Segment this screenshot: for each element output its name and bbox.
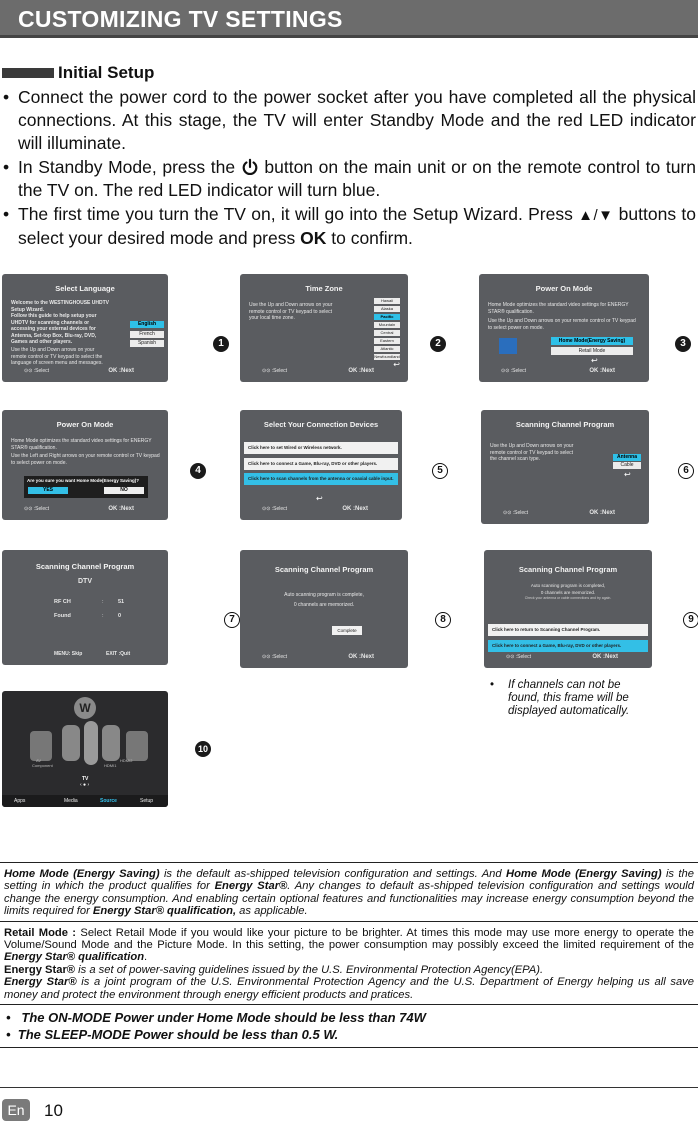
up-down-arrows-icon: ▲/▼ <box>578 207 614 224</box>
component-icon[interactable] <box>62 725 80 761</box>
retail-mode-paragraph: Retail Mode : Select Retail Mode if you would like your picture to be brighter. At times this mode may use more energy to operate the Volume/Sound Mode and the Picture Mode. In this setting, the power consumption may possibly exceed the limited requirement of the Energy Star® qualification. Energy Star® is a set of power-saving guidelines issued by the U.S. Environmental Protection Agency(EPA). Energy Star® is a joint program of the U.S. Environmental Protection Agency and the U.S. Department of Energy helping us all save money and protect the environment through energy efficient products and pratices. <box>0 921 698 1004</box>
select-hint: ⊙⊙ :Select <box>24 367 50 374</box>
option-spanish[interactable]: Spanish <box>130 340 164 347</box>
screen-connection-devices: Select Your Connection Devices Click here to set Wired or Wireless network. Click here to connect a Game, Blu-ray, DVD or other players. Click here to scan channels from the antenna or coaxial cable input. ↩ ⊙⊙ :Select OK :Next <box>240 410 402 520</box>
header-bar <box>0 0 698 38</box>
screen-channel-scan-type: Scanning Channel Program Use the Up and Down arrows on your remote control or TV keypad to select the channel scan type. Antenna Cable ↩ ⊙⊙ :Select OK :Next <box>481 410 649 524</box>
menu-setup[interactable]: Setup <box>140 797 154 804</box>
complete-button[interactable]: Complete <box>332 626 362 635</box>
no-button[interactable]: NO <box>104 487 144 494</box>
menu-media[interactable]: Media <box>64 797 78 804</box>
screen-power-on-confirm: Power On Mode Home Mode optimizes the standard video settings for ENERGY STAR® qualification. Use the Left and Right arrows on your remote control or TV keypad to select power on mode. Are you sure you want Home Mode(Energy Saving)? YES NO ⊙⊙ :Select OK :Next <box>2 410 168 520</box>
step-badge: 7 <box>224 612 240 628</box>
step-badge: 3 <box>675 336 691 352</box>
hdmi2-icon[interactable] <box>126 731 148 761</box>
menu-apps[interactable]: Apps <box>14 797 26 804</box>
step-badge: 10 <box>195 741 211 757</box>
hdmi1-icon[interactable] <box>102 725 120 761</box>
language-badge: En <box>2 1099 30 1121</box>
power-limits-list <box>0 1004 698 1048</box>
list-item: • The first time you turn the TV on, it will go into the Setup Wizard. Press ▲/▼ buttons to select your desired mode and press OK to confirm. <box>3 204 696 248</box>
instruction-list <box>0 86 698 251</box>
step-badge: 6 <box>678 463 694 479</box>
step-badge: 2 <box>430 336 446 352</box>
return-icon: ↩ <box>316 494 323 503</box>
step-badge: 9 <box>683 612 698 628</box>
step-badge: 8 <box>435 612 451 628</box>
screen-scan-complete: Scanning Channel Program Auto scanning program is complete, 0 channels are memorized. Complete ⊙⊙ :Select OK :Next <box>240 550 408 668</box>
option-english[interactable]: English <box>130 321 164 328</box>
return-icon: ↩ <box>624 470 631 479</box>
screen-power-on-mode: Power On Mode Home Mode optimizes the standard video settings for ENERGY STAR® qualification. Use the Up and Down arrows on your remote control or TV keypad to select power on mode. Home Mode(Energy Saving) Retail Mode ↩ ⊙⊙ :Select OK :Next <box>479 274 649 382</box>
av-icon[interactable] <box>30 731 52 761</box>
side-note: • If channels can not be found, this frame will be displayed automatically. <box>490 679 630 717</box>
list-item: • The ON-MODE Power under Home Mode should be less than 74W <box>6 1010 426 1026</box>
page-number: 10 <box>44 1101 63 1120</box>
screen-time-zone: Time Zone Use the Up and Down arrows on your remote control or TV keypad to select your local time zone. Hawaii Alaska Pacific Mountain Central Eastern Atlantic Newfoundland ↩ ⊙⊙ :Select OK :Next <box>240 274 408 382</box>
section-title: Initial Setup <box>58 63 155 82</box>
power-icon <box>241 158 259 176</box>
page-title: CUSTOMIZING TV SETTINGS <box>18 6 343 32</box>
screen-home-menu: W AV Component HDMI1 HDMI2 TV ‹ ● › Apps Media Source Setup <box>2 691 168 807</box>
confirm-dialog: Are you sure you want Home Mode(Energy Saving)? YES NO <box>24 476 148 498</box>
nav-arrows-icon: ‹ ● › <box>80 782 90 788</box>
screen-no-channels: Scanning Channel Program Auto scanning program is completed, 0 channels are memorized. Check your antenna or cable connections and try again. Click here to return to Scanning Channel Program. Click here to connect a Game, Blu-ray, DVD or other players. ⊙⊙ :Select OK :Next <box>484 550 652 668</box>
section-marker <box>2 68 54 78</box>
home-mode-paragraph: Home Mode (Energy Saving) is the default as-shipped television configuration and settings. And Home Mode (Energy Saving) is the setting in which the product qualifies for Energy Star®. Any changes to default as-shipped television configuration and settings would change the energy consumption. And enabling certain optional features and functionalities may increase energy consumption beyond the limits required for Energy Star® qualification, as applicable. <box>4 868 695 918</box>
footer-divider <box>0 1087 698 1088</box>
energy-star-logo <box>499 338 517 354</box>
next-hint: OK :Next <box>108 367 134 374</box>
list-item: • Connect the power cord to the power socket after you have completed all the physical connections. At this stage, the TV will enter Standby Mode and the red LED indicator will illuminate. <box>3 87 696 153</box>
step-badge: 1 <box>213 336 229 352</box>
tv-source-icon[interactable] <box>84 721 98 765</box>
screen-select-language: Select Language Welcome to the WESTINGHOUSE UHDTV Setup Wizard. Follow this guide to help setup your UHDTV for scanning channels or accessing your external devices for Antenna, Set-top Box, Blu-ray, DVD, Games and other players. Use the Up and Down arrows on your remote control or TV keypad to select the language of screen menu and messages. English French Spanish ⊙⊙ :Select OK :Next <box>2 274 168 382</box>
list-item: • The SLEEP-MODE Power should be less than 0.5 W. <box>6 1027 339 1043</box>
menu-source[interactable]: Source <box>100 797 117 804</box>
step-badge: 5 <box>432 463 448 479</box>
westinghouse-logo-icon: W <box>74 697 96 719</box>
return-icon: ↩ <box>591 356 598 365</box>
list-item: • In Standby Mode, press the button on the main unit or on the remote control to turn the TV on. The red LED indicator will turn blue. <box>3 157 696 200</box>
screen-scanning-progress: Scanning Channel Program DTV RF CH : 51 Found : 0 MENU: Skip EXIT :Quit <box>2 550 168 665</box>
return-icon: ↩ <box>393 360 400 369</box>
yes-button[interactable]: YES <box>28 487 68 494</box>
option-french[interactable]: French <box>130 331 164 338</box>
step-badge: 4 <box>190 463 206 479</box>
energy-info-box <box>0 862 698 1048</box>
